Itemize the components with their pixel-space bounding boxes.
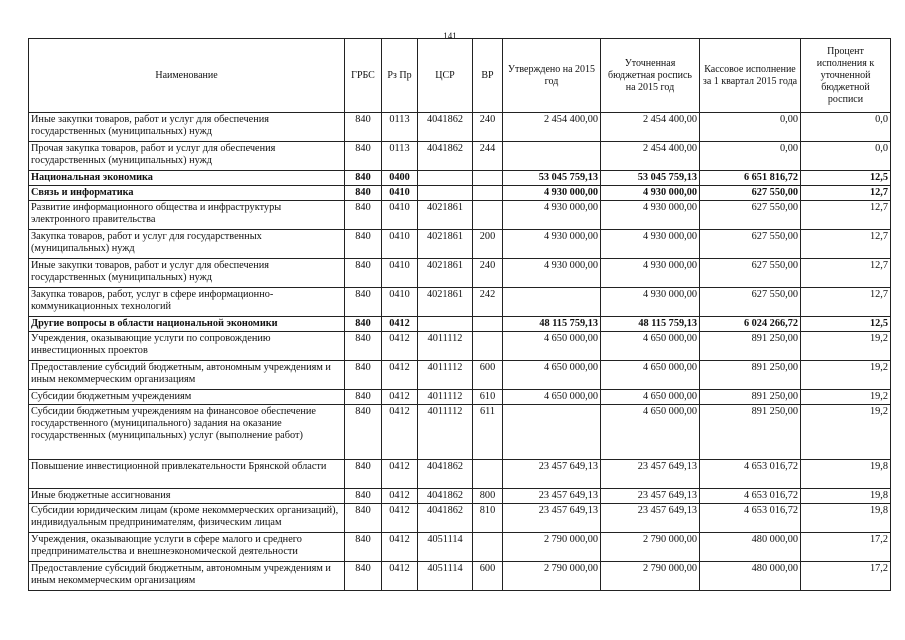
table-row: [29, 361, 891, 390]
row-refined: 2 790 000,00: [601, 562, 700, 591]
row-vr: 242: [473, 288, 503, 317]
row-csr: 4011112: [418, 361, 473, 390]
row-grbs: 840: [345, 171, 382, 186]
row-name: Иные бюджетные ассигнования: [29, 489, 345, 504]
table-row: [29, 489, 891, 504]
row-name: Связь и информатика: [29, 186, 345, 201]
row-vr: [473, 171, 503, 186]
row-rzpr: 0410: [382, 186, 418, 201]
row-refined: 23 457 649,13: [601, 489, 700, 504]
row-cash: 0,00: [700, 142, 801, 171]
table-row: [29, 186, 891, 201]
row-approved: [503, 288, 601, 317]
row-grbs: 840: [345, 230, 382, 259]
row-name: Предоставление субсидий бюджетным, автономным учреждениям и иным некоммерческим организациям: [29, 562, 345, 591]
row-csr: 4041862: [418, 113, 473, 142]
table-row: [29, 171, 891, 186]
row-refined: 23 457 649,13: [601, 460, 700, 489]
row-percent: 12,7: [801, 288, 891, 317]
row-approved: 48 115 759,13: [503, 317, 601, 332]
row-cash: 480 000,00: [700, 533, 801, 562]
row-refined: 4 650 000,00: [601, 405, 700, 460]
header-percent: Процент исполнения к уточненной бюджетной росписи: [801, 39, 891, 113]
row-cash: 4 653 016,72: [700, 489, 801, 504]
row-vr: [473, 460, 503, 489]
row-rzpr: 0113: [382, 113, 418, 142]
row-csr: [418, 317, 473, 332]
row-grbs: 840: [345, 332, 382, 361]
header-grbs: ГРБС: [345, 39, 382, 113]
row-refined: 4 650 000,00: [601, 390, 700, 405]
row-rzpr: 0412: [382, 460, 418, 489]
row-vr: 600: [473, 361, 503, 390]
header-cash: Кассовое исполнение за 1 квартал 2015 года: [700, 39, 801, 113]
row-percent: 12,7: [801, 230, 891, 259]
row-vr: 810: [473, 504, 503, 533]
row-csr: 4011112: [418, 332, 473, 361]
row-percent: 19,2: [801, 390, 891, 405]
row-grbs: 840: [345, 390, 382, 405]
row-vr: [473, 317, 503, 332]
row-percent: 19,2: [801, 361, 891, 390]
row-rzpr: 0412: [382, 361, 418, 390]
row-refined: 2 790 000,00: [601, 533, 700, 562]
row-approved: 4 930 000,00: [503, 230, 601, 259]
page-number: 141: [443, 31, 457, 41]
row-percent: 17,2: [801, 533, 891, 562]
row-grbs: 840: [345, 405, 382, 460]
table-row: [29, 332, 891, 361]
row-name: Учреждения, оказывающие услуги по сопровождению инвестиционных проектов: [29, 332, 345, 361]
table-row: [29, 113, 891, 142]
row-percent: 17,2: [801, 562, 891, 591]
row-refined: 2 454 400,00: [601, 113, 700, 142]
row-name: Субсидии юридическим лицам (кроме некоммерческих организаций), индивидуальным предпринимателям, физическим лицам: [29, 504, 345, 533]
row-csr: [418, 186, 473, 201]
row-csr: 4011112: [418, 405, 473, 460]
row-refined: 48 115 759,13: [601, 317, 700, 332]
row-name: Учреждения, оказывающие услуги в сфере малого и среднего предпринимательства и внешнеэкономической деятельности: [29, 533, 345, 562]
row-rzpr: 0412: [382, 489, 418, 504]
row-grbs: 840: [345, 259, 382, 288]
budget-table: [28, 38, 891, 591]
row-refined: 23 457 649,13: [601, 504, 700, 533]
row-vr: 200: [473, 230, 503, 259]
row-vr: 610: [473, 390, 503, 405]
row-vr: 240: [473, 113, 503, 142]
row-approved: [503, 405, 601, 460]
row-vr: 600: [473, 562, 503, 591]
table-row: [29, 562, 891, 591]
table-row: [29, 259, 891, 288]
row-percent: 12,5: [801, 317, 891, 332]
row-name: Субсидии бюджетным учреждениям: [29, 390, 345, 405]
row-rzpr: 0412: [382, 504, 418, 533]
row-vr: [473, 533, 503, 562]
row-refined: 4 650 000,00: [601, 332, 700, 361]
row-approved: 23 457 649,13: [503, 504, 601, 533]
row-refined: 4 930 000,00: [601, 186, 700, 201]
row-refined: 2 454 400,00: [601, 142, 700, 171]
table-row: [29, 460, 891, 489]
row-grbs: 840: [345, 460, 382, 489]
row-name: Предоставление субсидий бюджетным, автономным учреждениям и иным некоммерческим организациям: [29, 361, 345, 390]
row-rzpr: 0412: [382, 332, 418, 361]
row-cash: 4 653 016,72: [700, 504, 801, 533]
table-row: [29, 533, 891, 562]
row-refined: 4 930 000,00: [601, 288, 700, 317]
header-approved: Утверждено на 2015 год: [503, 39, 601, 113]
row-name: Иные закупки товаров, работ и услуг для обеспечения государственных (муниципальных) нужд: [29, 113, 345, 142]
row-csr: 4041862: [418, 489, 473, 504]
row-percent: 19,8: [801, 489, 891, 504]
row-csr: 4021861: [418, 288, 473, 317]
row-approved: 2 790 000,00: [503, 562, 601, 591]
row-name: Субсидии бюджетным учреждениям на финансовое обеспечение государственного (муниципального) задания на оказание государственных (муниципальных) услуг (выполнение работ): [29, 405, 345, 460]
row-approved: 2 790 000,00: [503, 533, 601, 562]
row-approved: 4 930 000,00: [503, 259, 601, 288]
row-grbs: 840: [345, 201, 382, 230]
row-percent: 19,8: [801, 460, 891, 489]
row-grbs: 840: [345, 113, 382, 142]
table-row: [29, 142, 891, 171]
row-vr: [473, 186, 503, 201]
table-row: [29, 504, 891, 533]
row-grbs: 840: [345, 504, 382, 533]
row-percent: 12,7: [801, 259, 891, 288]
row-rzpr: 0412: [382, 533, 418, 562]
row-csr: 4011112: [418, 390, 473, 405]
row-approved: 4 650 000,00: [503, 390, 601, 405]
row-vr: 240: [473, 259, 503, 288]
row-grbs: 840: [345, 562, 382, 591]
row-rzpr: 0412: [382, 562, 418, 591]
row-rzpr: 0412: [382, 405, 418, 460]
row-vr: 244: [473, 142, 503, 171]
row-cash: 627 550,00: [700, 230, 801, 259]
row-name: Развитие информационного общества и инфраструктуры электронного правительства: [29, 201, 345, 230]
row-approved: 4 650 000,00: [503, 361, 601, 390]
row-approved: [503, 142, 601, 171]
header-vr: ВР: [473, 39, 503, 113]
row-grbs: 840: [345, 361, 382, 390]
row-refined: 4 930 000,00: [601, 201, 700, 230]
table-row: [29, 230, 891, 259]
row-name: Прочая закупка товаров, работ и услуг для обеспечения государственных (муниципальных) нужд: [29, 142, 345, 171]
row-refined: 4 930 000,00: [601, 259, 700, 288]
row-approved: 4 650 000,00: [503, 332, 601, 361]
row-name: Закупка товаров, работ и услуг для государственных (муниципальных) нужд: [29, 230, 345, 259]
row-approved: 4 930 000,00: [503, 186, 601, 201]
table-row: [29, 288, 891, 317]
row-cash: 891 250,00: [700, 405, 801, 460]
row-cash: 627 550,00: [700, 201, 801, 230]
row-refined: 53 045 759,13: [601, 171, 700, 186]
row-rzpr: 0410: [382, 201, 418, 230]
row-csr: [418, 171, 473, 186]
row-rzpr: 0400: [382, 171, 418, 186]
row-vr: [473, 332, 503, 361]
table-row: [29, 201, 891, 230]
row-csr: 4041862: [418, 142, 473, 171]
header-name: Наименование: [29, 39, 345, 113]
row-approved: 4 930 000,00: [503, 201, 601, 230]
row-csr: 4021861: [418, 201, 473, 230]
row-rzpr: 0410: [382, 230, 418, 259]
row-refined: 4 650 000,00: [601, 361, 700, 390]
row-approved: 2 454 400,00: [503, 113, 601, 142]
row-percent: 0,0: [801, 113, 891, 142]
row-percent: 12,7: [801, 201, 891, 230]
row-name: Другие вопросы в области национальной экономики: [29, 317, 345, 332]
row-cash: 6 024 266,72: [700, 317, 801, 332]
header-rzpr: Рз Пр: [382, 39, 418, 113]
row-rzpr: 0412: [382, 390, 418, 405]
row-percent: 0,0: [801, 142, 891, 171]
row-name: Иные закупки товаров, работ и услуг для обеспечения государственных (муниципальных) нужд: [29, 259, 345, 288]
row-rzpr: 0410: [382, 288, 418, 317]
row-cash: 4 653 016,72: [700, 460, 801, 489]
row-percent: 12,7: [801, 186, 891, 201]
row-grbs: 840: [345, 288, 382, 317]
row-cash: 891 250,00: [700, 332, 801, 361]
row-rzpr: 0410: [382, 259, 418, 288]
row-cash: 6 651 816,72: [700, 171, 801, 186]
row-cash: 891 250,00: [700, 390, 801, 405]
row-csr: 4021861: [418, 230, 473, 259]
table-row: [29, 317, 891, 332]
row-percent: 19,8: [801, 504, 891, 533]
header-refined: Уточненная бюджетная роспись на 2015 год: [601, 39, 700, 113]
table-row: [29, 405, 891, 460]
row-vr: 611: [473, 405, 503, 460]
row-csr: 4041862: [418, 460, 473, 489]
row-csr: 4041862: [418, 504, 473, 533]
row-vr: 800: [473, 489, 503, 504]
row-name: Национальная экономика: [29, 171, 345, 186]
row-csr: 4021861: [418, 259, 473, 288]
row-refined: 4 930 000,00: [601, 230, 700, 259]
row-percent: 12,5: [801, 171, 891, 186]
row-name: Повышение инвестиционной привлекательности Брянской области: [29, 460, 345, 489]
row-vr: [473, 201, 503, 230]
row-name: Закупка товаров, работ, услуг в сфере информационно-коммуникационных технологий: [29, 288, 345, 317]
row-cash: 480 000,00: [700, 562, 801, 591]
table-row: [29, 390, 891, 405]
row-cash: 627 550,00: [700, 259, 801, 288]
row-grbs: 840: [345, 186, 382, 201]
row-cash: 891 250,00: [700, 361, 801, 390]
row-csr: 4051114: [418, 562, 473, 591]
row-grbs: 840: [345, 489, 382, 504]
row-cash: 627 550,00: [700, 186, 801, 201]
row-approved: 23 457 649,13: [503, 489, 601, 504]
row-grbs: 840: [345, 533, 382, 562]
row-percent: 19,2: [801, 405, 891, 460]
table-header-row: [29, 39, 891, 113]
row-rzpr: 0412: [382, 317, 418, 332]
row-grbs: 840: [345, 142, 382, 171]
row-cash: 0,00: [700, 113, 801, 142]
row-rzpr: 0113: [382, 142, 418, 171]
row-percent: 19,2: [801, 332, 891, 361]
header-csr: ЦСР: [418, 39, 473, 113]
row-csr: 4051114: [418, 533, 473, 562]
row-approved: 53 045 759,13: [503, 171, 601, 186]
row-grbs: 840: [345, 317, 382, 332]
row-cash: 627 550,00: [700, 288, 801, 317]
row-approved: 23 457 649,13: [503, 460, 601, 489]
